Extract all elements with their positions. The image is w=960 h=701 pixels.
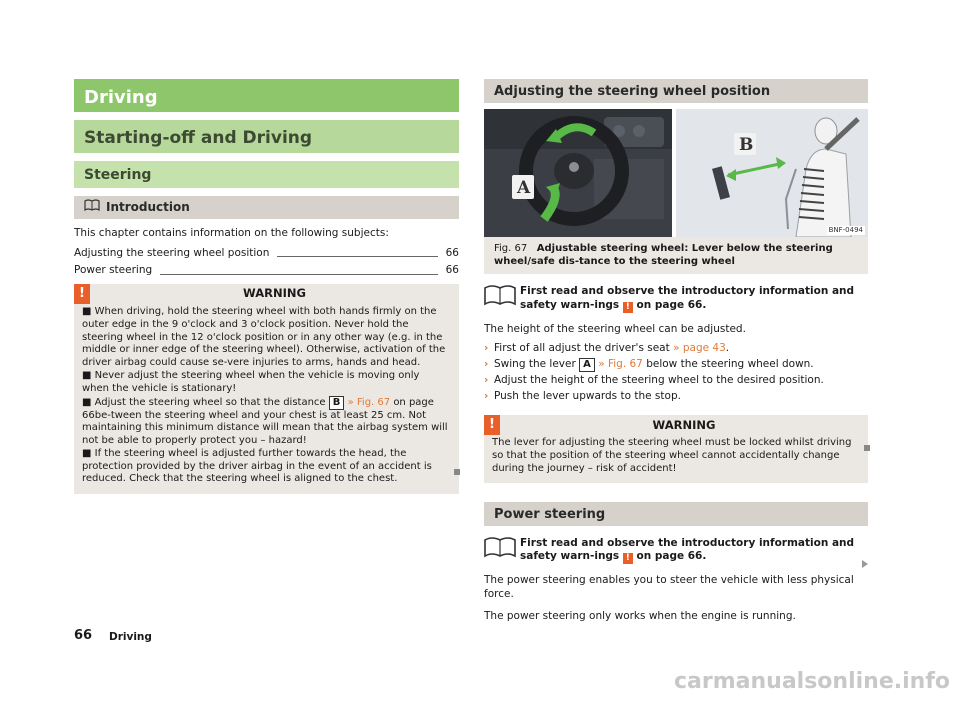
toc-entry-page: 66 xyxy=(445,246,459,259)
caption-text: Adjustable steering wheel: Lever below the steering wheel/safe dis-tance to the steering wheel xyxy=(494,243,833,267)
step-text-part: Swing the lever xyxy=(494,357,576,370)
figure-caption xyxy=(484,237,868,274)
step-item xyxy=(484,374,868,388)
read-first-note xyxy=(484,536,868,565)
step-text xyxy=(494,342,729,356)
footer-chapter: Driving xyxy=(109,631,152,643)
warning-body: The lever for adjusting the steering wheel must be locked whilst driving so that the position of the steering wheel cannot accidentally change during the journey – risk of accident! xyxy=(492,437,852,474)
figure-link[interactable]: » Fig. 67 xyxy=(347,396,391,408)
exclamation-icon: ! xyxy=(484,415,500,435)
warning-item: ■ If the steering wheel is adjusted further towards the head, the protection provided by the driver airbag in the event of an accident is reduced. Check that the steering wheel is aligned to the chest. xyxy=(82,447,432,485)
step-text-part: . xyxy=(725,342,730,355)
read-first-note xyxy=(484,284,868,313)
watermark: carmanualsonline.info xyxy=(674,669,950,695)
step-text xyxy=(494,358,814,372)
power-steering-heading: Power steering xyxy=(484,502,868,526)
power-text: The power steering only works when the engine is running. xyxy=(484,609,796,622)
right-column xyxy=(484,79,868,623)
page-link[interactable]: on page 66. xyxy=(636,298,707,311)
warning-header xyxy=(74,284,459,304)
chevron-right-icon: › xyxy=(484,357,489,370)
warning-text: on page 66be-tween the steering wheel and your chest is at least 25 cm. Not maintaining this minimum distance will mean that the airbag system will not be able to properly protect you – hazard! xyxy=(82,396,448,447)
warning-icon: ! xyxy=(623,302,633,313)
warning-box xyxy=(74,284,459,494)
step-text-part: First of all adjust the driver's seat xyxy=(494,342,670,355)
toc-entry-page: 66 xyxy=(445,264,459,277)
page-link[interactable]: » page 43 xyxy=(673,342,726,355)
section-title: Adjusting the steering wheel position xyxy=(484,79,868,103)
section-heading: Starting-off and Driving xyxy=(74,120,459,153)
warning-item: ■ Never adjust the steering wheel when the vehicle is moving only when the vehicle is stationary! xyxy=(82,369,420,394)
figure-label-a: A xyxy=(517,178,531,198)
step-text-part: below the steering wheel down. xyxy=(646,357,814,370)
warning-title: WARNING xyxy=(652,417,716,432)
warning-item: ■ When driving, hold the steering wheel with both hands firmly on the outer edge in the 9 o'clock and 3 o'clock position. Never hold the steering wheel in the 12 o'clock position or in any other way (e.g. in the middle or inner edge of the steering wheel). Otherwise, activation of the driver airbag could cause se-vere injuries to arms, hands and head. xyxy=(82,305,446,369)
page-number: 66 xyxy=(74,628,93,643)
chevron-right-icon: › xyxy=(484,373,489,386)
step-item xyxy=(484,390,868,404)
note-text: First read and observe the introductory information and safety warn-ings xyxy=(520,285,855,311)
note-text: First read and observe the introductory information and safety warn-ings xyxy=(520,536,855,563)
toc-entry-label: Power steering xyxy=(74,264,153,277)
book-icon xyxy=(84,199,100,216)
step-item xyxy=(484,342,868,356)
steps-list xyxy=(484,342,868,403)
left-column xyxy=(74,79,459,494)
intro-text: This chapter contains information on the following subjects: xyxy=(74,227,389,239)
page-link[interactable]: on page 66. xyxy=(636,550,707,563)
warning-text: ■ Adjust the steering wheel so that the distance xyxy=(82,396,326,408)
section-end-mark xyxy=(454,469,460,475)
warning-title: WARNING xyxy=(243,286,306,301)
subsection-heading: Steering xyxy=(74,161,459,188)
height-text: The height of the steering wheel can be adjusted. xyxy=(484,322,746,335)
introduction-title: Introduction xyxy=(106,199,190,214)
step-text: Push the lever upwards to the stop. xyxy=(494,389,681,402)
chevron-right-icon: › xyxy=(484,389,489,402)
figure-label-b: B xyxy=(739,135,754,155)
warning-body xyxy=(74,304,459,486)
toc-leader xyxy=(277,256,437,257)
warning-item xyxy=(82,396,449,448)
figure-67 xyxy=(484,109,868,237)
warning-box xyxy=(484,415,868,482)
power-text: The power steering enables you to steer the vehicle with less physical force. xyxy=(484,574,854,600)
warning-header xyxy=(484,415,868,435)
exclamation-icon: ! xyxy=(74,284,90,304)
warning-icon: ! xyxy=(623,553,633,564)
key-label-b: B xyxy=(329,396,345,410)
key-label-a: A xyxy=(579,358,595,372)
step-item xyxy=(484,358,868,372)
caption-number: Fig. 67 xyxy=(494,243,528,254)
figure-link[interactable]: » Fig. 67 xyxy=(598,357,643,370)
book-icon xyxy=(484,536,520,565)
continue-arrow-icon xyxy=(862,560,868,568)
toc-entry-label: Adjusting the steering wheel position xyxy=(74,246,270,259)
read-first-text xyxy=(520,284,868,313)
toc-entry[interactable] xyxy=(74,264,459,278)
toc-entry[interactable] xyxy=(74,247,459,261)
toc-leader xyxy=(160,274,437,275)
driver-distance-illustration xyxy=(676,109,868,237)
steering-wheel-photo xyxy=(484,109,672,237)
book-icon xyxy=(484,284,520,313)
step-text: Adjust the height of the steering wheel to the desired position. xyxy=(494,373,824,386)
chapter-heading: Driving xyxy=(74,79,459,112)
chevron-right-icon: › xyxy=(484,342,489,355)
figure-code: BNF-0494 xyxy=(828,225,863,234)
introduction-heading xyxy=(74,196,459,219)
section-end-mark xyxy=(864,445,870,451)
read-first-text xyxy=(520,536,868,565)
